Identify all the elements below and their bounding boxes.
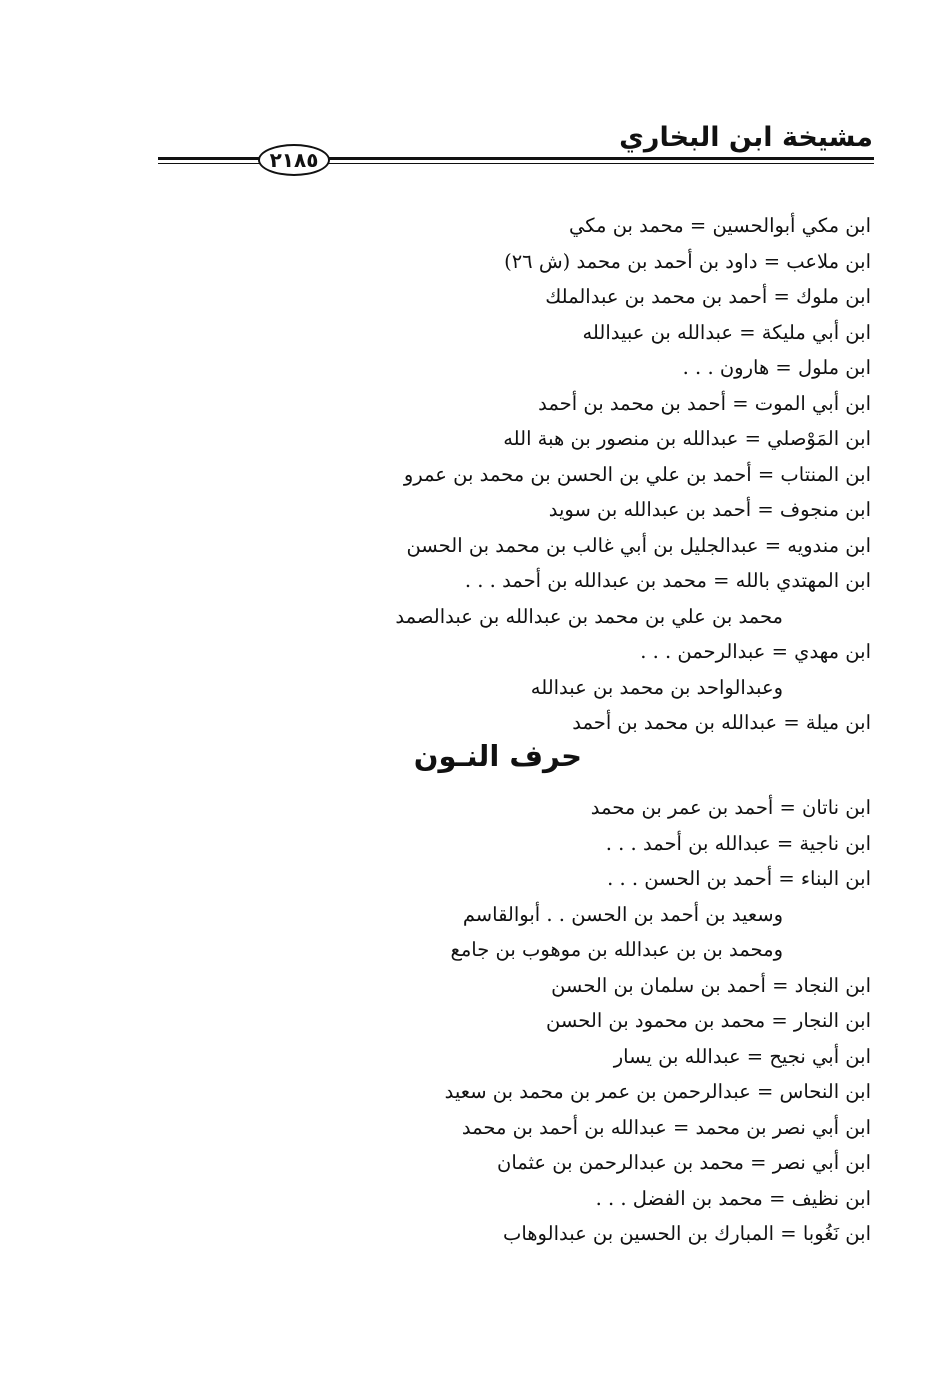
index-entry-continuation: ومحمد بن بن عبدالله بن موهوب بن جامع [450, 938, 783, 961]
index-entry-continuation: وعبدالواحد بن محمد بن عبدالله [530, 675, 783, 699]
index-entry-continuation: محمد بن علي بن محمد بن عبدالله بن عبدالصمد [395, 604, 783, 628]
running-head-title: مشيخة ابن البخاري [619, 122, 873, 153]
index-entry: ابن ملول = هارون . . . [682, 356, 871, 379]
index-entry: ابن النجاد = أحمد بن سلمان بن الحسن [551, 973, 871, 997]
index-entry: ابن نَغُوبا = المبارك بن الحسين بن عبدالوهاب [502, 1222, 871, 1245]
index-entry: ابن أبي مليكة = عبدالله بن عبيدالله [582, 320, 871, 344]
section-heading: حرف النـون [413, 739, 582, 773]
page-number-badge [258, 144, 330, 176]
index-entry: ابن ناتان = أحمد بن عمر بن محمد [590, 796, 871, 819]
index-entry: ابن مكي أبوالحسين = محمد بن مكي [569, 214, 871, 237]
index-entry: ابن المنتاب = أحمد بن علي بن الحسن بن محمد بن عمرو [403, 462, 871, 486]
index-entry: ابن أبي الموت = أحمد بن محمد بن أحمد [538, 391, 871, 415]
index-entry: ابن مندويه = عبدالجليل بن أبي غالب بن محمد بن الحسن [406, 533, 871, 557]
index-entry: ابن أبي نجيح = عبدالله بن يسار [613, 1044, 871, 1068]
index-entries-nun [60, 790, 871, 1252]
index-entry: ابن ملوك = أحمد بن محمد بن عبدالملك [545, 285, 871, 308]
index-entry: ابن ناجية = عبدالله بن أحمد . . . [605, 831, 871, 855]
index-entry: ابن ملاعب = داود بن أحمد بن محمد (ش ٢٦) [504, 249, 871, 273]
index-entry: ابن النحاس = عبدالرحمن بن عمر بن محمد بن سعيد [444, 1080, 871, 1103]
index-entry: ابن مهدي = عبدالرحمن . . . [640, 640, 871, 663]
index-entry: ابن ميلة = عبدالله بن محمد بن أحمد [572, 711, 871, 734]
page-number: ٢١٨٥ [269, 148, 319, 172]
index-entry: ابن المَوْصلي = عبدالله بن منصور بن هبة الله [503, 427, 871, 450]
index-entry: ابن أبي نصر = محمد بن عبدالرحمن بن عثمان [497, 1151, 871, 1174]
index-entry: ابن البناء = أحمد بن الحسن . . . [607, 867, 871, 890]
index-entries-mim [60, 208, 871, 741]
index-entry: ابن المهتدي بالله = محمد بن عبدالله بن أحمد . . . [464, 569, 871, 592]
index-entry: ابن أبي نصر بن محمد = عبدالله بن أحمد بن محمد [461, 1115, 871, 1139]
index-entry: ابن النجار = محمد بن محمود بن الحسن [546, 1009, 871, 1032]
index-entry: ابن نظيف = محمد بن الفضل . . . [595, 1186, 871, 1210]
index-entry-continuation: وسعيد بن أحمد بن الحسن . . أبوالقاسم [462, 902, 783, 926]
index-entry: ابن منجوف = أحمد بن عبدالله بن سويد [548, 498, 871, 521]
